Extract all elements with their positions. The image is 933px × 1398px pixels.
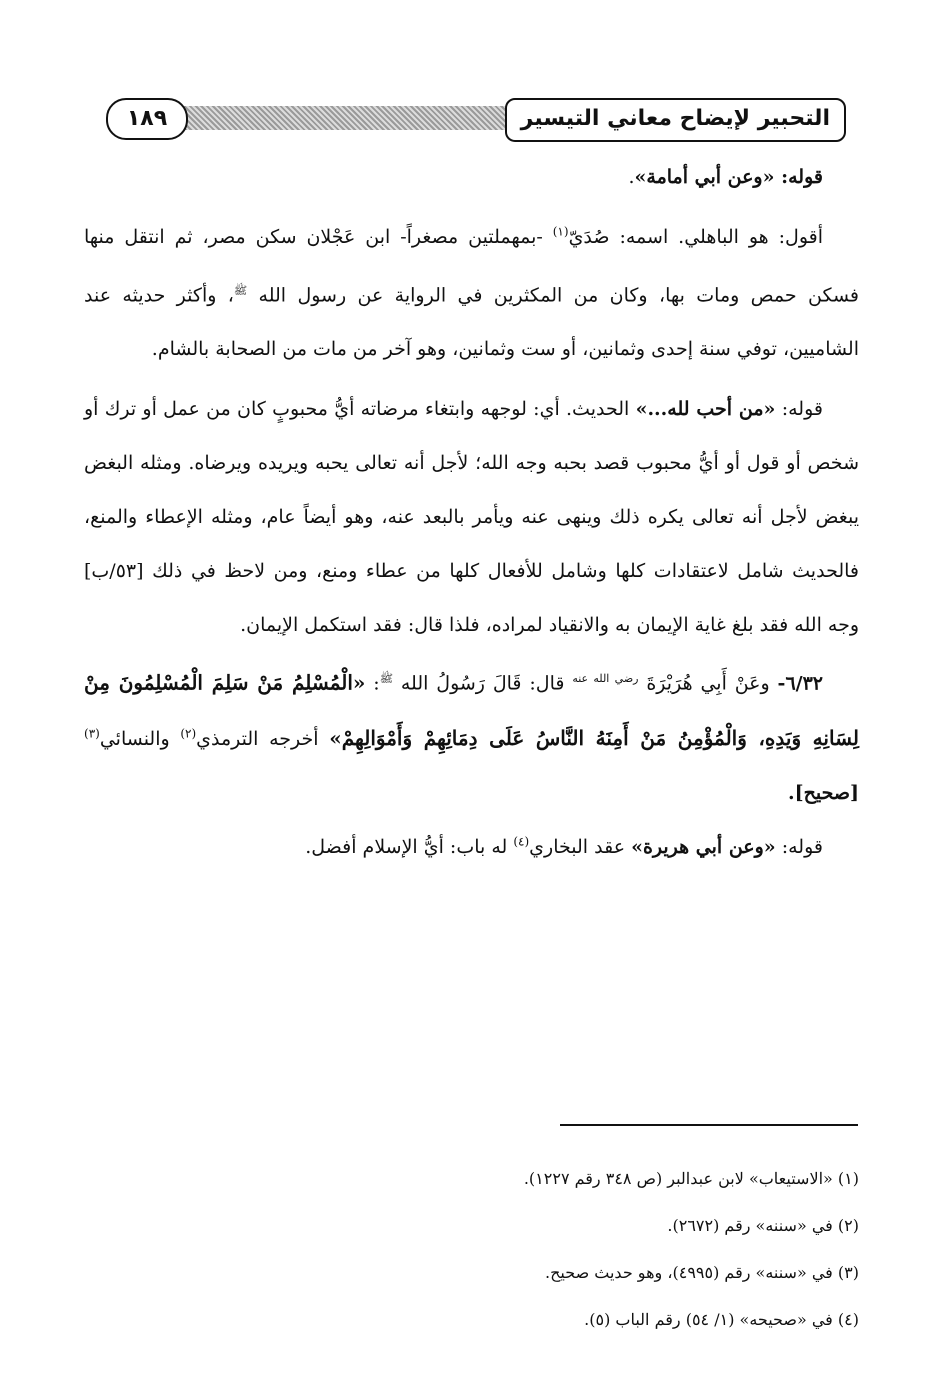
paragraph-text: أخرجه الترمذي xyxy=(196,727,330,750)
footnote-1: (١) «الاستيعاب» لابن عبدالبر (ص ٣٤٨ رقم ١٢٢٧). xyxy=(523,1169,859,1188)
paragraph-1 xyxy=(84,150,859,204)
paragraph-text: . xyxy=(628,166,635,188)
footnote-ref-3[interactable]: (٣) xyxy=(84,726,100,741)
paragraph-text: ، وأكثر حديثه عند الشاميين، توفي سنة إحدى وثمانين، أو ست وثمانين، وهو آخر من مات من الصحابة بالشام. xyxy=(84,284,859,361)
quote-lead: «وعن أبي هريرة» xyxy=(631,835,776,858)
hadith-paragraph xyxy=(84,652,859,819)
radiyallah-symbol: رضي الله عنه xyxy=(572,672,639,686)
hadith-number: ٦/٣٢- xyxy=(777,672,823,695)
quote-lead: «من أحب لله...» xyxy=(635,398,776,421)
footnote-ref-4[interactable]: (٤) xyxy=(513,834,530,849)
paragraph-5 xyxy=(84,820,859,874)
paragraph-text: والنسائي xyxy=(99,727,181,750)
book-title: التحبير لإيضاح معاني التيسير xyxy=(505,98,846,142)
paragraph-text: -بمهملتين مصغراً- ابن عَجْلان سكن مصر، ثم انتقل منها فسكن حمص ومات بها، وكان من المكثرين في الرواية عن رسول الله xyxy=(84,226,860,307)
paragraph-2 xyxy=(84,210,859,376)
footnote-ref-1[interactable]: (١) xyxy=(552,224,569,239)
page-header xyxy=(94,96,846,148)
quote-lead: قوله: «وعن أبي أمامة» xyxy=(634,166,823,188)
footnotes xyxy=(84,1155,859,1343)
paragraph-text: قوله: xyxy=(775,835,823,858)
main-text xyxy=(84,150,859,874)
footnote-ref-2[interactable]: (٢) xyxy=(180,726,197,741)
salawat-symbol: ﷺ xyxy=(233,284,248,297)
page-number: ١٨٩ xyxy=(106,98,188,140)
paragraph-text: أقول: هو الباهلي. اسمه: صُدَيّ xyxy=(568,226,823,248)
hadith-text: «الْمُسْلِمُ مَنْ سَلِمَ الْمُسْلِمُونَ مِنْ لِسَانِهِ وَيَدِهِ، وَالْمُؤْمِنُ مَنْ أَمِنَهُ النَّاسُ عَلَى دِمَائِهِمْ وَأَمْوَالِهِمْ» xyxy=(84,670,860,750)
footnote-4: (٤) في «صحيحه» (١/ ٥٤) رقم الباب (٥). xyxy=(584,1310,859,1329)
paragraph-text: عقد البخاري xyxy=(529,835,632,858)
salawat-symbol: ﷺ xyxy=(379,672,393,686)
paragraph-text: قال: قَالَ رَسُولُ الله xyxy=(393,672,573,695)
paragraph-text: قوله: xyxy=(775,398,823,421)
paragraph-text: : xyxy=(365,672,380,695)
paragraph-3 xyxy=(84,382,859,652)
paragraph-text: وعَنْ أَبِي هُرَيْرَةَ xyxy=(638,672,778,695)
footnote-2: (٢) في «سننه» رقم (٢٦٧٢). xyxy=(667,1216,859,1235)
paragraph-text: الحديث. أي: لوجهه وابتغاء مرضاته أيُّ محبوبٍ كان من عمل أو ترك أو شخص أو قول أو أيُّ محبوب قصد بحبه وجه الله؛ لأجل أنه تعالى يحبه ويريده ويرضاه. ومثله البغض يبغض لأجل أنه تعالى يكره ذلك وينهى عنه ويأمر بالبعد عنه، وهو أيضاً عام، ومثله الإعطاء والمنع، فالحديث شامل لاعتقادات كلها وشامل للأفعال كلها من عطاء ومنع، ومن لاحظ في ذلك [٥٣/ب] وجه الله فقد بلغ غاية الإيمان به والانقياد لمراده، فلذا قال: فقد استكمل الإيمان. xyxy=(84,398,859,637)
footnote-3: (٣) في «سننه» رقم (٤٩٩٥)، وهو حديث صحيح. xyxy=(545,1263,859,1282)
paragraph-text: له باب: أيُّ الإسلام أفضل. xyxy=(305,835,514,858)
hadith-grade: [صحيح]. xyxy=(788,781,859,804)
footnote-divider xyxy=(560,1124,858,1126)
